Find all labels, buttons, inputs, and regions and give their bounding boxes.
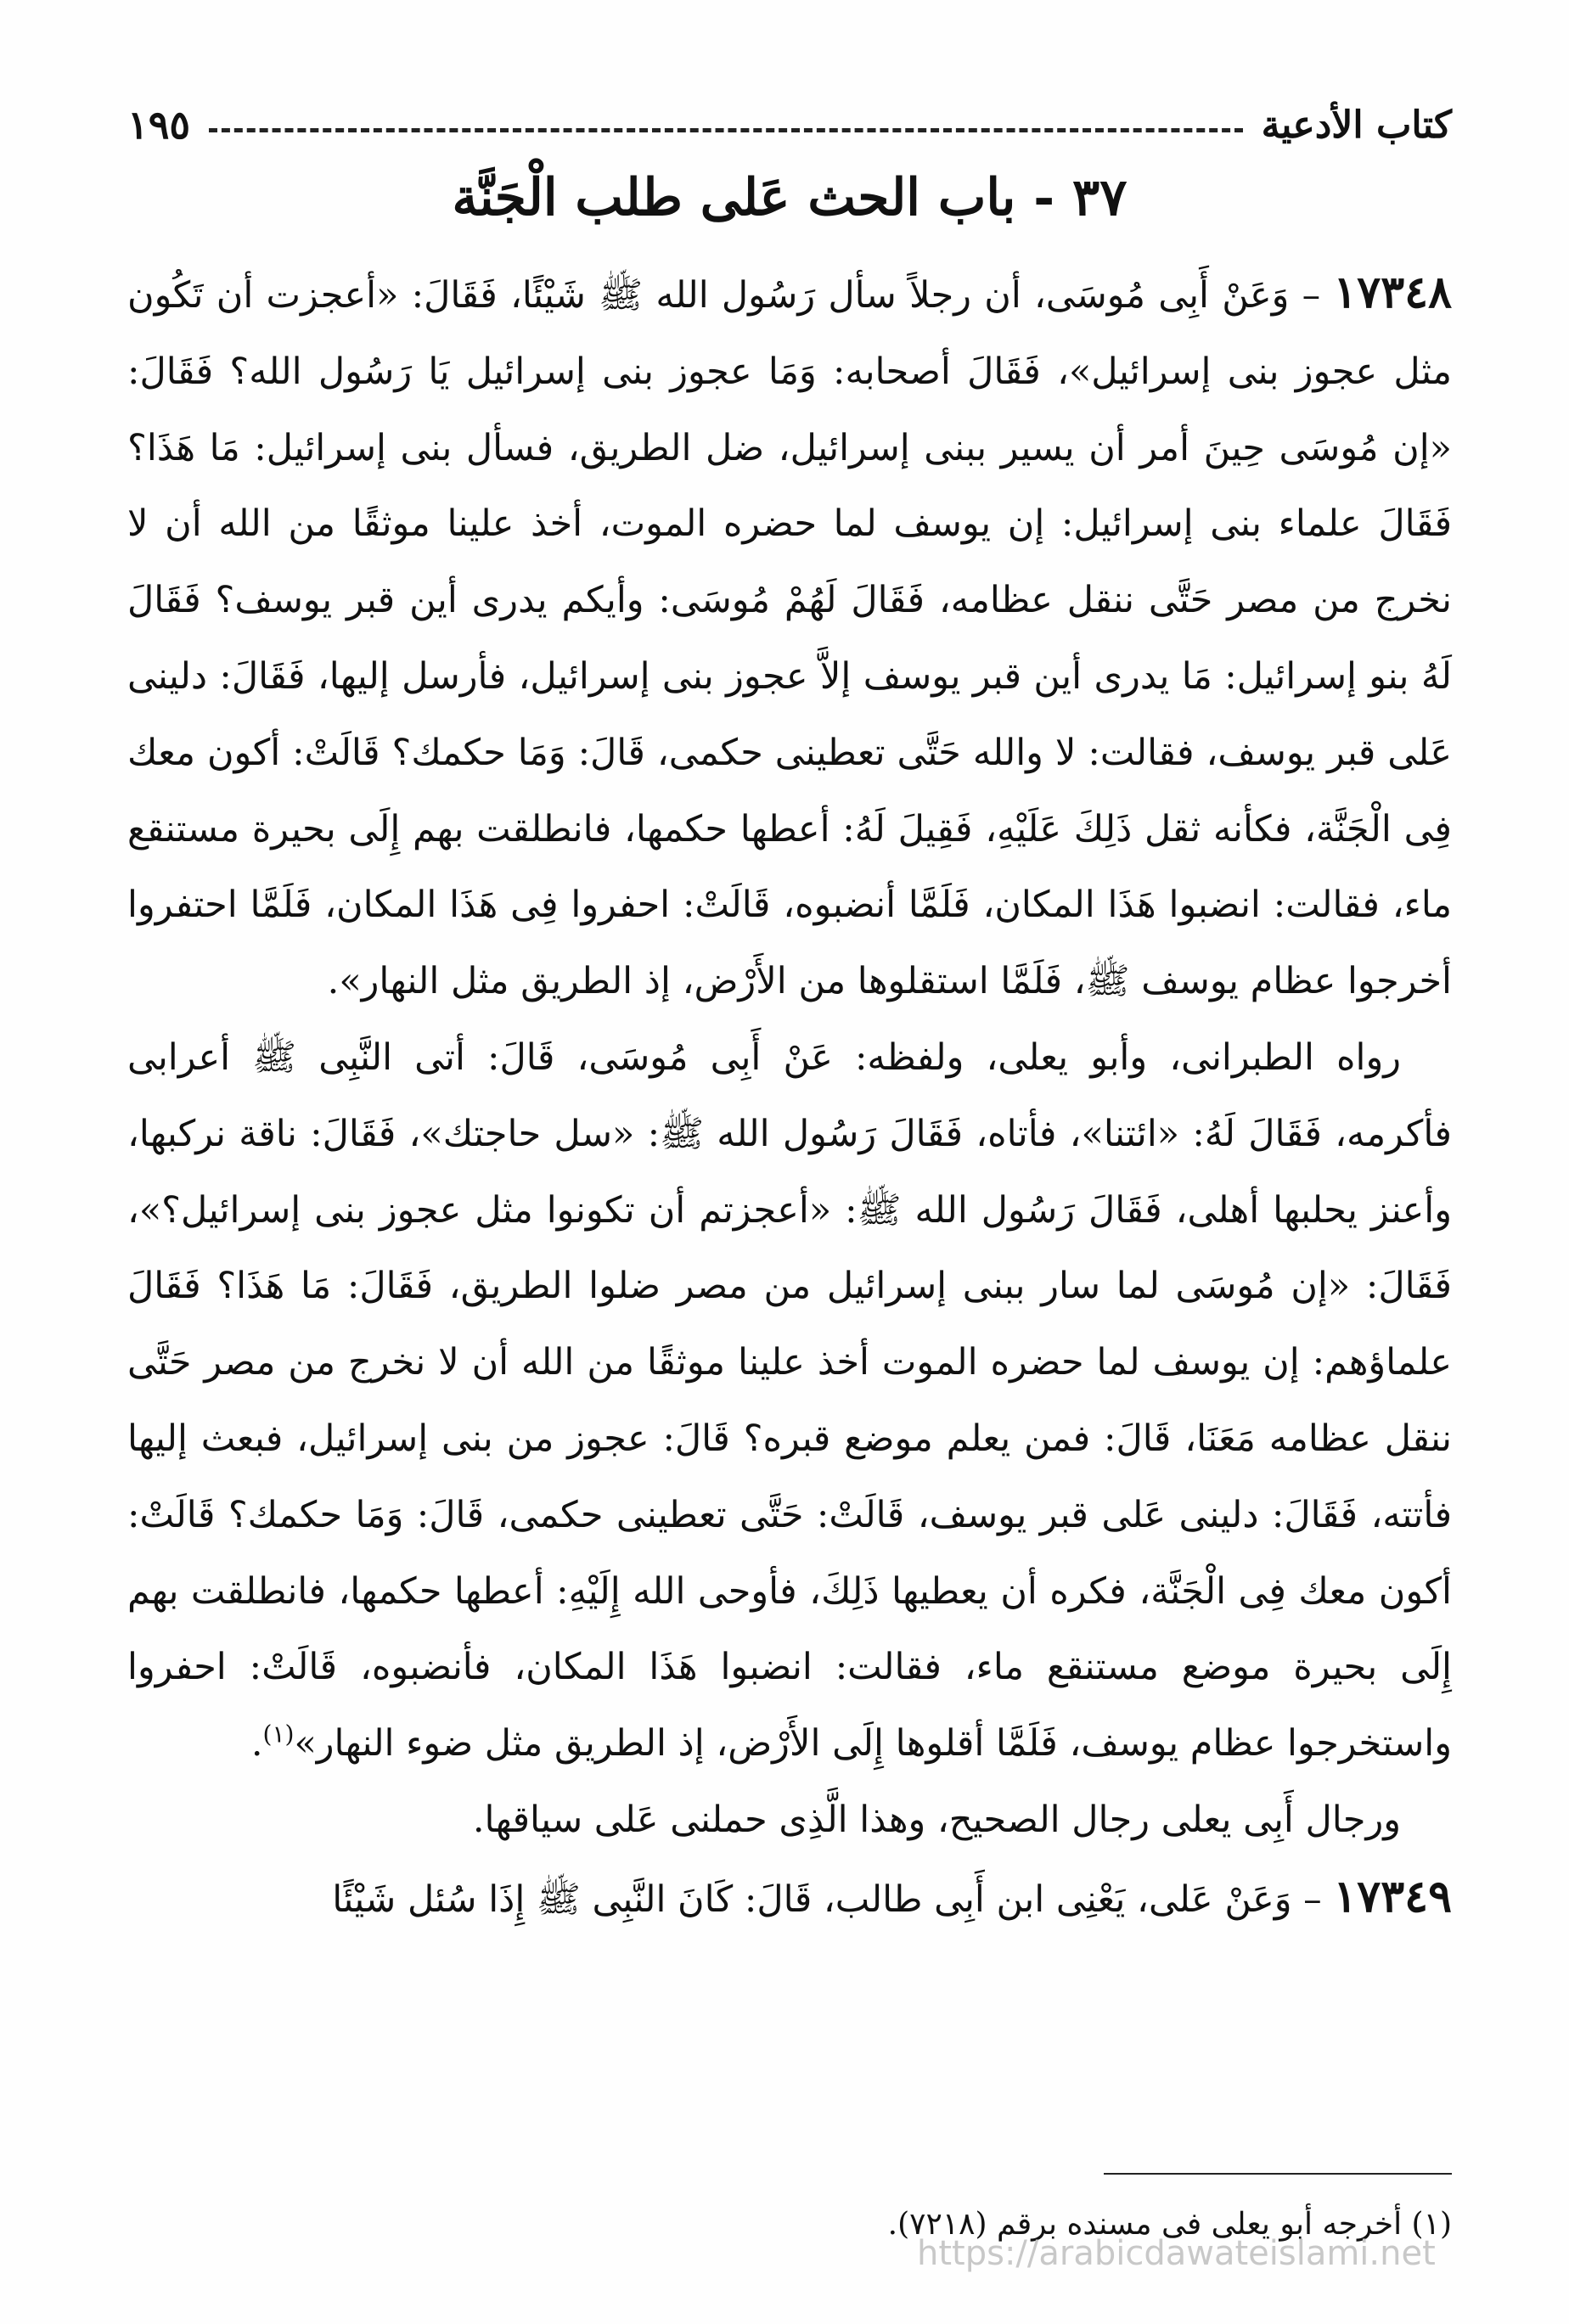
- hadith-paragraph: [127, 1859, 1452, 1939]
- hadith-number: ١٧٣٤٩: [1333, 1870, 1452, 1923]
- grading-text: ورجال أَبِى يعلى رجال الصحيح، وهذا الَّذِى حملنى عَلى سياقها.: [472, 1798, 1401, 1841]
- footnote-divider: [1104, 2173, 1452, 2175]
- footnote: (١) أخرجه أبو يعلى فى مسنده برقم (٧٢١٨).: [887, 2207, 1452, 2242]
- hadith-number: ١٧٣٤٨: [1333, 267, 1452, 318]
- chapter-title: ٣٧ - باب الحث عَلى طلب الْجَنَّة: [452, 168, 1128, 227]
- main-text: [127, 255, 1452, 1939]
- hadith-text: – وَعَنْ أَبِى مُوسَى، أن رجلاً سأل رَسُول الله ﷺ شَيْئًا، فَقَالَ: «أعجزت أن تَكُون مثل عجوز بنى إسرائيل»، فَقَالَ أصحابه: وَمَا عجوز بنى إسرائيل يَا رَسُول الله؟ فَقَالَ: «إن مُوسَى حِينَ أمر أن يسير ببنى إسرائيل، ضل الطريق، فسأل بنى إسرائيل: مَا هَذَا؟ فَقَالَ علماء بنى إسرائيل: إن يوسف لما حضره الموت، أخذ علينا موثقًا من الله أن لا نخرج من مصر حَتَّى ننقل عظامه، فَقَالَ لَهُمْ مُوسَى: وأيكم يدرى أين قبر يوسف؟ فَقَالَ لَهُ بنو إسرائيل: مَا يدرى أين قبر يوسف إلاَّ عجوز بنى إسرائيل، فأرسل إليها، فَقَالَ: دلينى عَلى قبر يوسف، فقالت: لا والله حَتَّى تعطينى حكمى، قَالَ: وَمَا حكمك؟ قَالَتْ: أكون معك فِى الْجَنَّة، فكأنه ثقل ذَلِكَ عَلَيْهِ، فَقِيلَ لَهُ: أعطها حكمها، فانطلقت بهم إِلَى بحيرة مستنقع ماء، فقالت: انضبوا هَذَا المكان، فَلَمَّا أنضبوه، قَالَتْ: احفروا فِى هَذَا المكان، فَلَمَّا احتفروا أخرجوا عظام يوسف ﷺ، فَلَمَّا استقلوها من الأَرْض، إذ الطريق مثل النهار».: [127, 274, 1452, 1003]
- header-divider: [209, 128, 1242, 132]
- narration-paragraph: [127, 1020, 1452, 1782]
- footnote-marker: (١): [262, 1720, 295, 1749]
- book-title: كتاب الأدعية: [1261, 103, 1452, 147]
- watermark: https://arabicdawateislami.net: [917, 2234, 1436, 2273]
- page-header: [127, 95, 1452, 154]
- narration-end: .: [250, 1722, 263, 1765]
- grading-paragraph: [127, 1782, 1452, 1859]
- hadith-paragraph: [127, 255, 1452, 1020]
- narration-text: رواه الطبرانى، وأبو يعلى، ولفظه: عَنْ أَبِى مُوسَى، قَالَ: أتى النَّبِى ﷺ أعرابى فأكرمه، فَقَالَ لَهُ: «ائتنا»، فأتاه، فَقَالَ رَسُول الله ﷺ: «سل حاجتك»، فَقَالَ: ناقة نركبها، وأعنز يحلبها أهلى، فَقَالَ رَسُول الله ﷺ: «أعجزتم أن تكونوا مثل عجوز بنى إسرائيل؟»، فَقَالَ: «إن مُوسَى لما سار ببنى إسرائيل من مصر ضلوا الطريق، فَقَالَ: مَا هَذَا؟ فَقَالَ علماؤهم: إن يوسف لما حضره الموت أخذ علينا موثقًا من الله أن لا نخرج من مصر حَتَّى ننقل عظامه مَعَنَا، قَالَ: فمن يعلم موضع قبره؟ قَالَ: عجوز من بنى إسرائيل، فبعث إليها فأتته، فَقَالَ: دلينى عَلى قبر يوسف، قَالَتْ: حَتَّى تعطينى حكمى، قَالَ: وَمَا حكمك؟ قَالَتْ: أكون معك فِى الْجَنَّة، فكره أن يعطيها ذَلِكَ، فأوحى الله إِلَيْهِ: أعطها حكمها، فانطلقت بهم إِلَى بحيرة موضع مستنقع ماء، فقالت: انضبوا هَذَا المكان، فأنضبوه، قَالَتْ: احفروا واستخرجوا عظام يوسف، فَلَمَّا أقلوها إِلَى الأَرْض، إذ الطريق مثل ضوء النهار»: [127, 1036, 1452, 1765]
- hadith-text: – وَعَنْ عَلى، يَعْنِى ابن أَبِى طالب، قَالَ: كَانَ النَّبِى ﷺ إِذَا سُئل شَيْئًا: [332, 1878, 1334, 1921]
- page-number: ١٩٥: [127, 102, 191, 148]
